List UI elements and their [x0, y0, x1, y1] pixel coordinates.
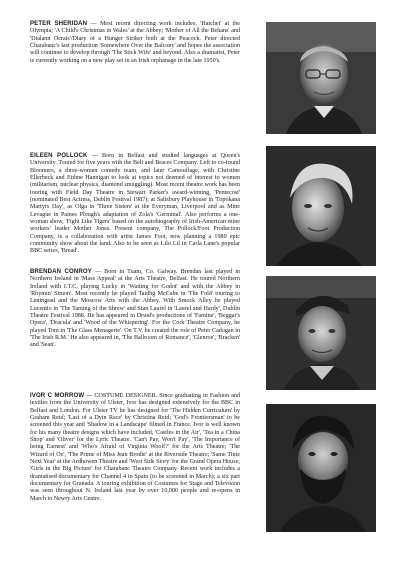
bio-text: — Born in Tuam, Co. Galway. Brendan last played in Northern Ireland in 'Mass Appeal' at the Arts Theatre, Belfast. He toured Northern Ireland with I.T.C. playing Lucky in 'Waiting for Godot' and with the Abbey in 'Rhymin' Simon'. Most recently he played Taidhg McCabe in 'The Fold' touring to Leningrad and the Moscow Arts with the Abbey. With Smock Alley he played Lucentio in 'The Taming of the Shrew' and Stan Laurel in 'Laurel and Hardy', Dublin Theatre Festival 1988. He has appeared in Druid's productions of 'Famine', 'Beggar's Opera', 'Dracula' and 'Wood of the Whispering'. For the Cork Theatre Company, he played Tom in 'The Glass Menagerie'. On T.V. he created the role of Peter Cadogan in 'The Irish R.M.' He also appeared in, 'The Ballroom of Romance', 'Glenroe', 'Bracken' and 'Sean'.	[30, 269, 240, 349]
bio-peter-sheridan	[30, 20, 240, 65]
bio-name: BRENDAN CONROY	[30, 268, 92, 275]
portrait-photo-peter-sheridan	[266, 22, 376, 134]
bio-name: IVOR C MORROW	[30, 392, 85, 399]
bio-text: — Most recent directing work includes, 'Hatchet' at the Olympia; 'A Child's Christmas in Wales' at the Abbey; 'Mother of All the Behans' and 'Dialann Ocrais'/Diary of a Hunger Striker both at the Peacock. Peter directed Charabanc's last production 'Somewhere Over the Balcony' and hopes the association will continue to develop through 'The Stick Wife' and beyond. Also a dramatist, Peter is currently working on a new play set in an Irish orphanage in the late 1950's.	[30, 21, 240, 64]
portrait-photo-eileen-pollock	[266, 146, 376, 266]
bio-name: PETER SHERIDAN	[30, 20, 88, 27]
portrait-image	[266, 404, 376, 532]
bio-text: — Born in Belfast and studied languages at Queen's University. Toured for five years with the Belt and Braces Company. Left to co-found Bloomers, a three-women comedy team, and later Camouflage, with Christine Ellerbeck and Eithne Hannigan to look at topics not deemed of interest to women (militarism, nuclear physics, diamond smuggling). Most recent theatre work has been touring with Field Day Theatre in Stewart Parker's award-winning, 'Pentecost' (nominated Best Actress, Dublin Festival 1987); at Salisbury Playhouse in 'Topokana Martyrs Day', as Olga in 'Three Sisters' at the Everyman, Liverpool and as Mme Levague in Paines Plough's adaptation of Zola's 'Germinal'. Also performs a one-woman show, 'Fight Like Tigers' based on the autobiography of Irish-American mine workers' leader Mother Jones. Present company, The Pollock/Foot Production Company, is a collaboration with artist James Foot, now planning a 1989 epic community show about the land. Also to be seen as Lilo Lil in Carla Lane's popular BBC series, 'Bread'.	[30, 153, 240, 255]
bio-name: EILEEN POLLOCK	[30, 152, 88, 159]
portrait-image	[266, 22, 376, 134]
bio-eileen-pollock	[30, 152, 240, 256]
bio-brendan-conroy	[30, 268, 240, 350]
portrait-image	[266, 146, 376, 266]
portrait-image	[266, 276, 376, 390]
bio-text: — COSTUME DESIGNER. Since graduating in Fashion and textiles from the University of Ulster, Ivor has designed extensively for the BBC in Belfast and London. For Ulster TV he has designed for 'The Hidden Curriculum' by Graham Reid; 'Last of a Dyin Race' by Christina Reid; 'God's Frontiersman' to be screened this year and 'Shadow in a Landscape' filmed in France. Ivor is well known for his many theatre designs which have included, 'Castles in the Air', 'Tea in a China Shop' and 'Oliver' for the Lyric Theatre. 'Can't Pay, Won't Pay', 'The Importance of being Earnest' and 'Who's Afraid of Virginia Woolf?' for the Arts Theatre; 'The Wizard of Oz', 'The Prime of Miss Jean Brodie' at the Riverside Theatre; 'Same Time Next Year' at the Ardhowen Theatre and 'West Side Story' for the Grand Opera House; 'Girls in the Big Picture' for Charabanc Theatre Company. Recent work includes a dramatised documentary for Channel 4 in Spain (to be screened in March); a six part documentary for Granada. A touring exhibition of Costumes for Stage and Television was seen throughout N. Ireland last year by over 10,000 people and re-opens in March in Newry Arts Centre.	[30, 393, 240, 502]
portrait-photo-ivor-c-morrow	[266, 404, 376, 532]
portrait-photo-brendan-conroy	[266, 276, 376, 390]
bio-ivor-c-morrow	[30, 392, 240, 503]
